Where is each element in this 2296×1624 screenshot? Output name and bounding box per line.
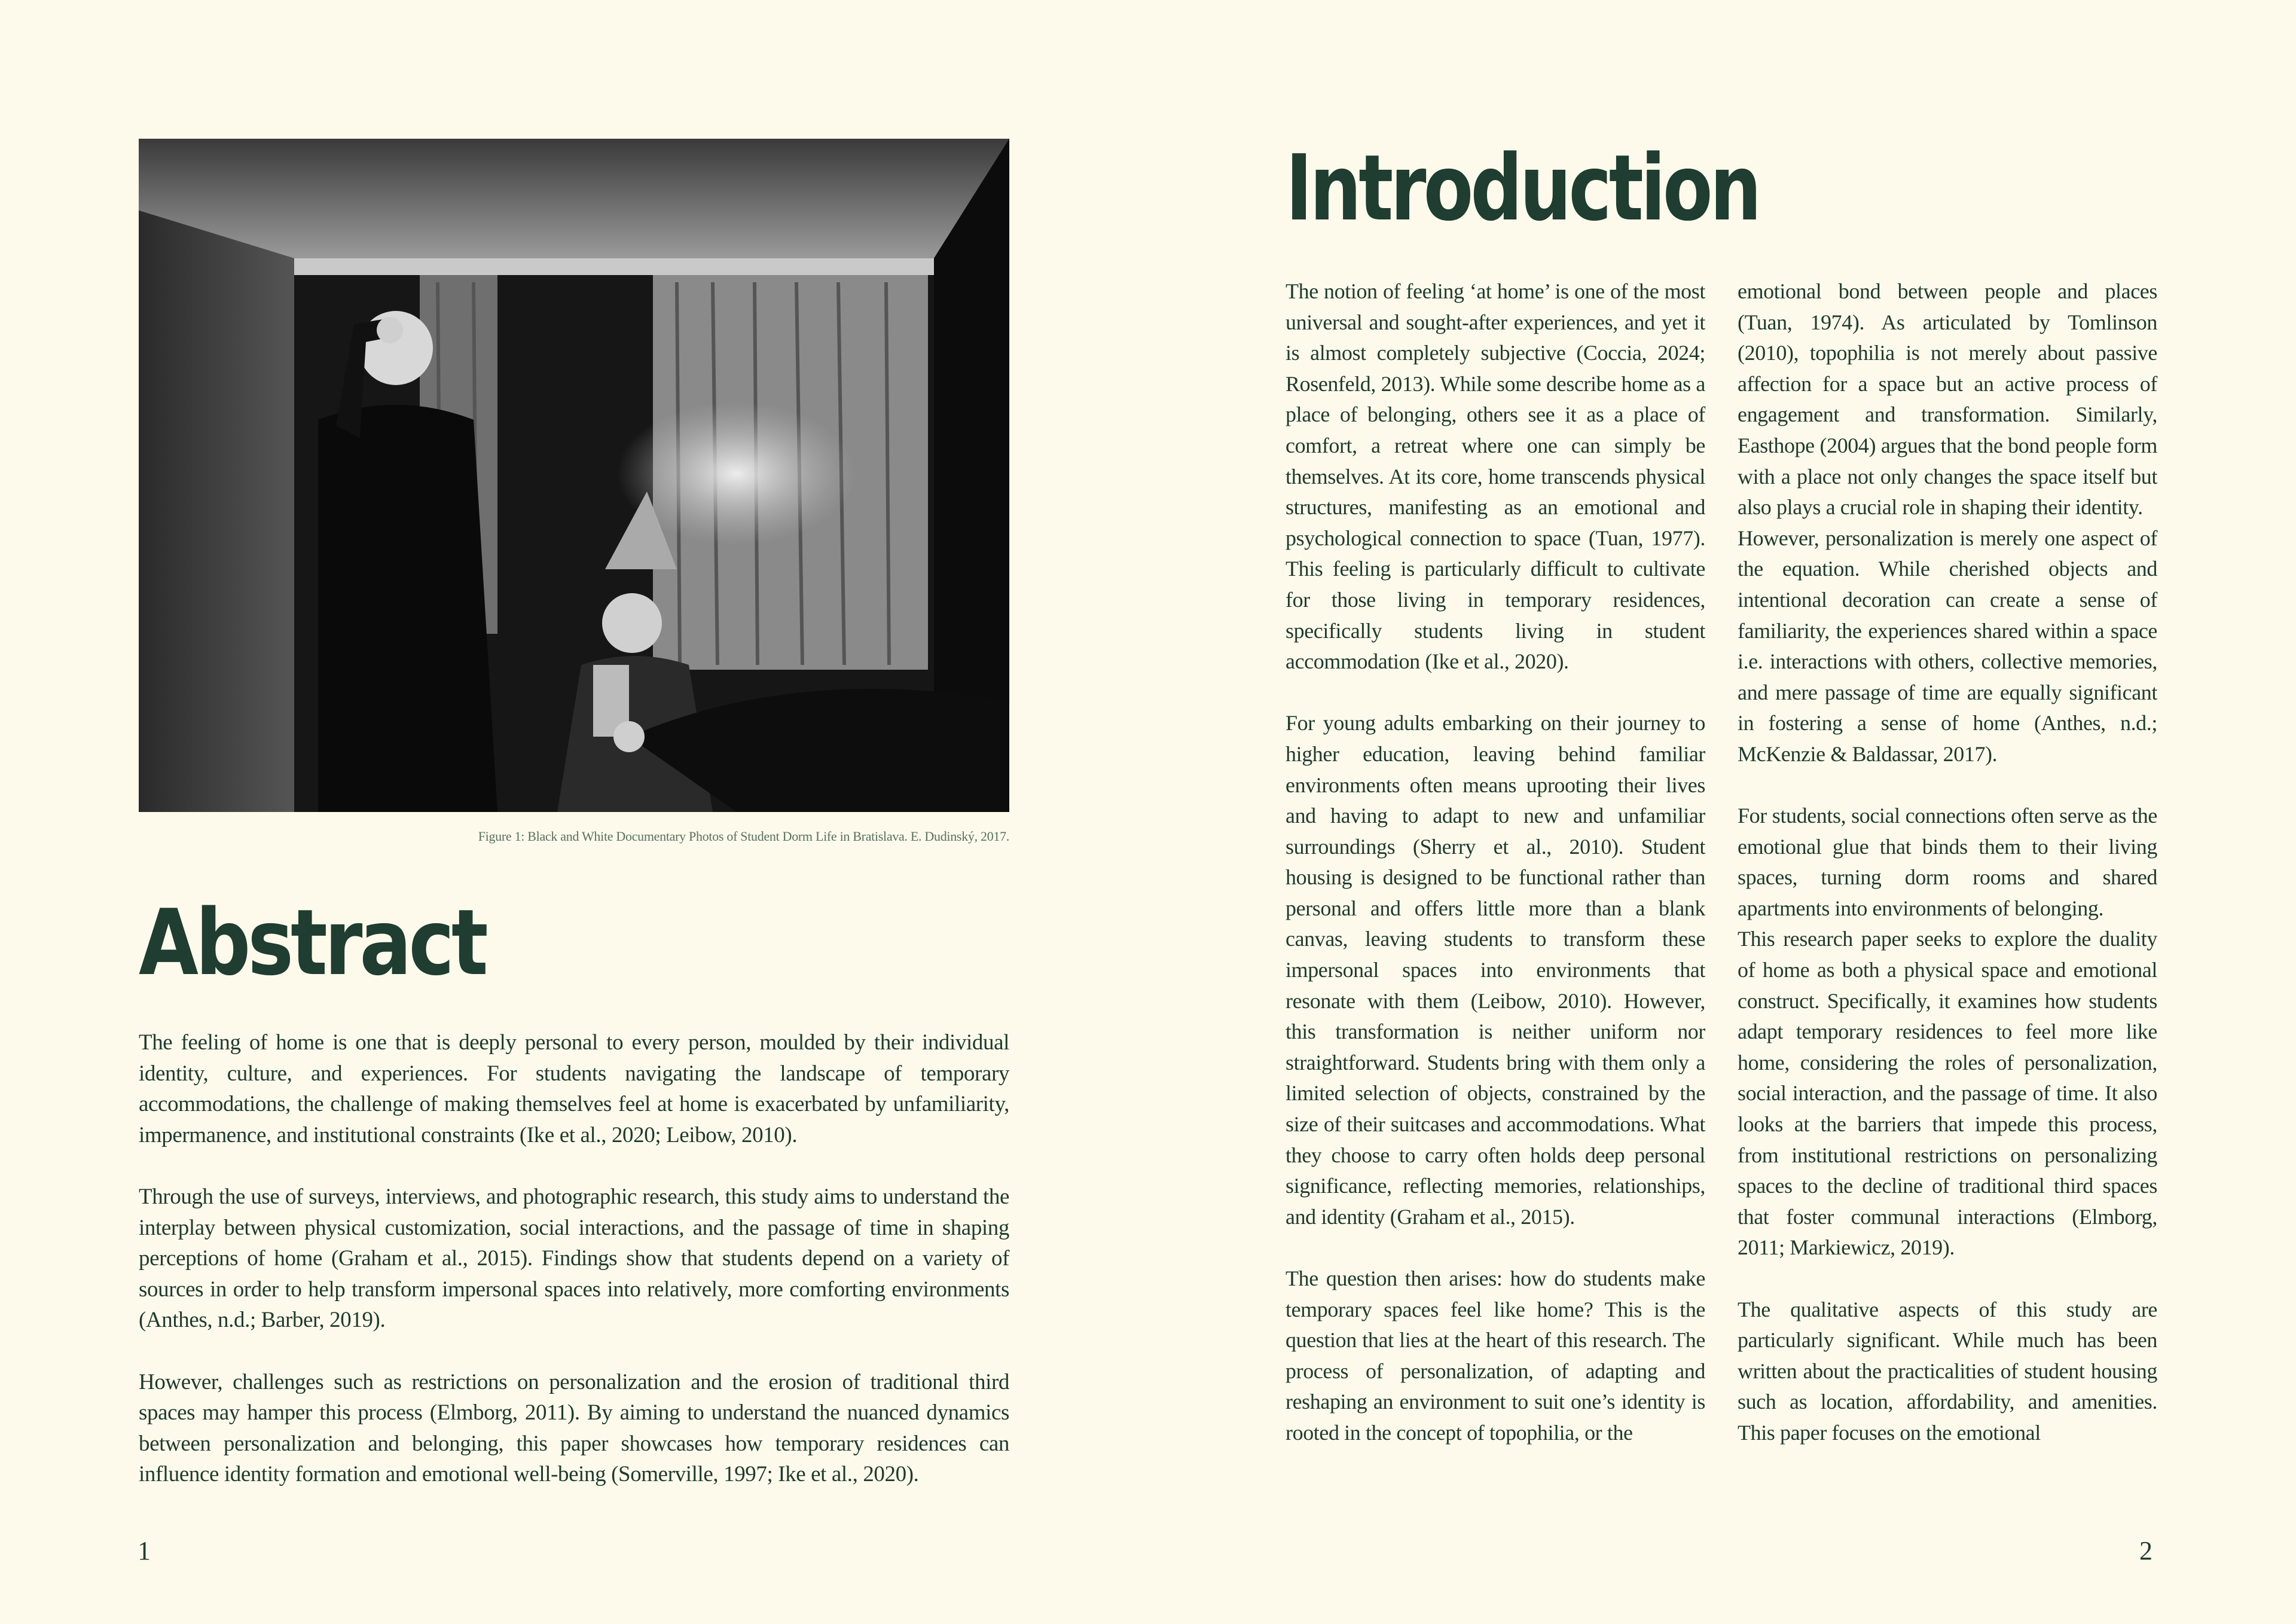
introduction-column-2 xyxy=(1738,276,2157,1479)
introduction-paragraph: The qualitative aspects of this study are particularly significant. While much has been written about the practicalities of student housing such as location, affordability, and amenities. This paper focuses on the emotional xyxy=(1738,1297,2157,1445)
introduction-column-1 xyxy=(1286,276,1705,1479)
introduction-paragraph: This research paper seeks to explore the duality of home as both a physical space and emotional construct. Specifically, it examines how students adapt temporary residences to feel more like home, considering the roles of personalization, social interaction, and the passage of time. It also looks at the barriers that impede this process, from institutional restrictions on personalizing spaces to the decline of traditional third spaces that foster communal interactions (Elmborg, 2011; Markiewicz, 2019). xyxy=(1738,927,2157,1260)
page-number-right: 2 xyxy=(2139,1536,2152,1565)
abstract-paragraph: The feeling of home is one that is deeply personal to every person, moulded by their individual identity, culture, and experiences. For students navigating the landscape of temporary accommodations, the challenge of making themselves feel at home is exacerbated by unfamiliarity, impermanence, and institutional constraints (Ike et al., 2020; Leibow, 2010). xyxy=(139,1030,1009,1147)
figure-caption: Figure 1: Black and White Documentary Photos of Student Dorm Life in Bratislava. E. Dudinský, 2017. xyxy=(478,829,1009,844)
abstract-body xyxy=(139,1027,1009,1521)
introduction-paragraph: For students, social connections often serve as the emotional glue that binds them to their living spaces, turning dorm rooms and shared apartments into environments of belonging. xyxy=(1738,804,2157,920)
introduction-paragraph: The notion of feeling ‘at home’ is one of the most universal and sought-after experiences, and yet it is almost completely subjective (Coccia, 2024; Rosenfeld, 2013). While some describe home as a place of belonging, others see it as a place of comfort, a retreat where one can simply be themselves. At its core, home transcends physical structures, manifesting as an emotional and psychological connection to space (Tuan, 1977). This feeling is particularly difficult to cultivate for those living in temporary residences, specifically students living in student accommodation (Ike et al., 2020). xyxy=(1286,279,1705,674)
introduction-heading: Introduction xyxy=(1286,135,1759,241)
introduction-paragraph: For young adults embarking on their journey to higher education, leaving behind familiar environments often means uprooting their lives and having to adapt to new and unfamiliar surroundings (Sherry et al., 2010). Student housing is designed to be functional rather than personal and offers little more than a blank canvas, leaving students to transform these impersonal spaces into environments that resonate with them (Leibow, 2010). However, this transformation is neither uniform nor straightforward. Students bring with them only a limited selection of objects, constrained by the size of their suitcases and accommodations. What they choose to carry often holds deep personal significance, reflecting memories, relationships, and identity (Graham et al., 2015). xyxy=(1286,711,1705,1229)
abstract-heading: Abstract xyxy=(139,890,486,996)
introduction-paragraph: The question then arises: how do students make temporary spaces feel like home? This is the question that lies at the heart of this research. The process of personalization, of adapting and reshaping an environment to suit one’s identity is rooted in the concept of topophilia, or the xyxy=(1286,1266,1705,1445)
introduction-paragraph: However, personalization is merely one aspect of the equation. While cherished objects and intentional decoration can create a sense of familiarity, the experiences shared within a space i.e. interactions with others, collective memories, and mere passage of time are equally significant in fostering a sense of home (Anthes, n.d.; McKenzie & Baldassar, 2017). xyxy=(1738,526,2157,766)
page-number-left: 1 xyxy=(138,1536,151,1565)
introduction-paragraph: emotional bond between people and places (Tuan, 1974). As articulated by Tomlinson (2010), topophilia is not merely about passive affection for a space but an active process of engagement and transformation. Similarly, Easthope (2004) argues that the bond people form with a place not only changes the space itself but also plays a crucial role in shaping their identity. xyxy=(1738,279,2157,520)
dorm-photo-image xyxy=(139,139,1009,812)
abstract-paragraph: However, challenges such as restrictions on personalization and the erosion of traditional third spaces may hamper this process (Elmborg, 2011). By aiming to understand the nuanced dynamics between personalization and belonging, this paper showcases how temporary residences can influence identity formation and emotional well-being (Somerville, 1997; Ike et al., 2020). xyxy=(139,1369,1009,1486)
dorm-photo xyxy=(139,139,1009,812)
abstract-paragraph: Through the use of surveys, interviews, and photographic research, this study aims to understand the interplay between physical customization, social interactions, and the passage of time in shaping perceptions of home (Graham et al., 2015). Findings show that students depend on a variety of sources in order to help transform impersonal spaces into relatively, more comforting environments (Anthes, n.d.; Barber, 2019). xyxy=(139,1185,1009,1332)
